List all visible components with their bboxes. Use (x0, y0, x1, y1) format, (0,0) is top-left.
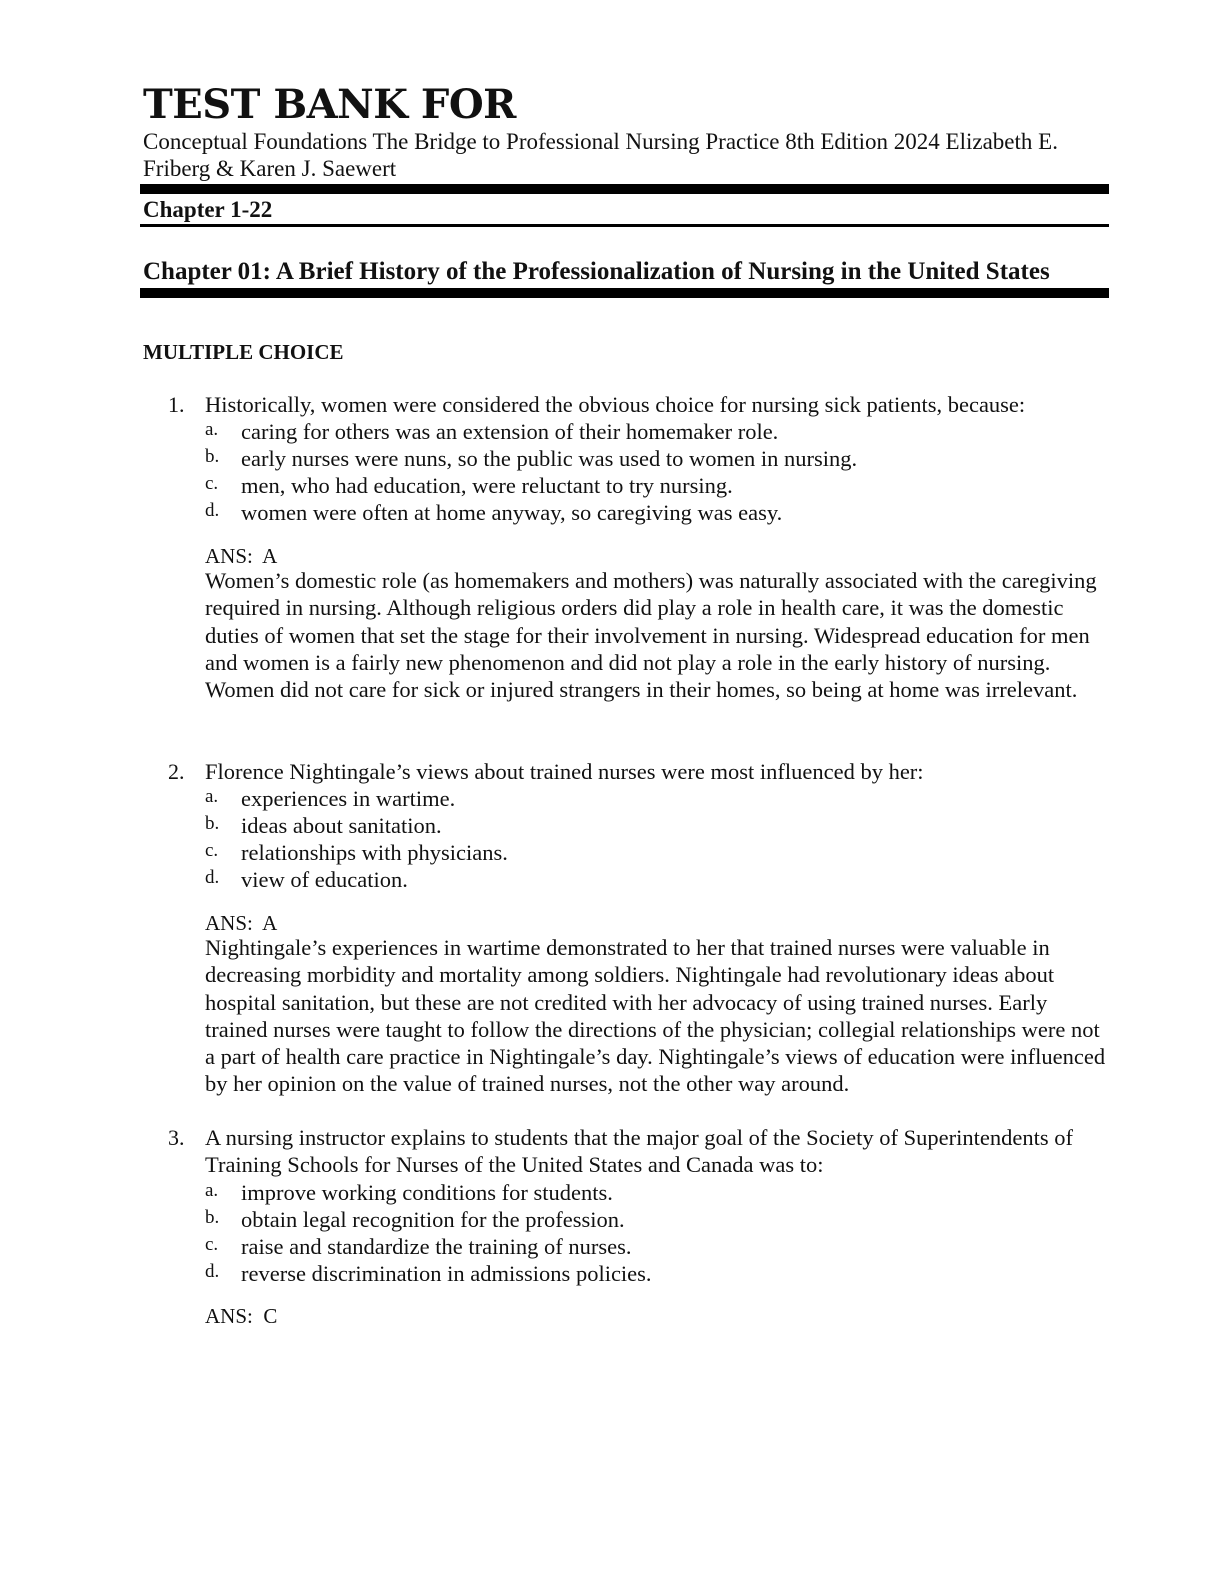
option-a (0, 418, 1224, 445)
option-a (0, 1179, 1224, 1206)
option-letter: a. (205, 786, 219, 807)
option-letter: b. (205, 813, 220, 834)
option-d (0, 499, 1224, 526)
option-c (0, 1233, 1224, 1260)
answer-key: ANS: C (205, 1304, 278, 1328)
question-number: 2. (168, 759, 185, 784)
question-number: 1. (168, 392, 185, 417)
option-text: men, who had education, were reluctant to try nursing. (241, 473, 733, 498)
option-letter: a. (205, 419, 219, 440)
option-letter: d. (205, 500, 220, 521)
question-stem: Historically, women were considered the obvious choice for nursing sick patients, because: (205, 392, 1026, 417)
option-text: reverse discrimination in admissions policies. (241, 1261, 652, 1286)
option-text: view of education. (241, 867, 408, 892)
answer-rationale: Nightingale’s experiences in wartime demonstrated to her that trained nurses were valuable in decreasing morbidity and mortality among soldiers. Nightingale had revolutionary ideas about hospital sanitation, but these are not credited with her advocacy of using trained nurses. Early trained nurses were taught to follow the directions of the physician; collegial relationships were not a part of health care practice in Nightingale’s day. Nightingale’s views of education were influenced by her opinion on the value of trained nurses, not the other way around. (205, 935, 1106, 1097)
option-text: ideas about sanitation. (241, 813, 442, 838)
option-text: obtain legal recognition for the profession. (241, 1207, 625, 1232)
option-letter: d. (205, 1261, 220, 1282)
option-a (0, 785, 1224, 812)
book-title-authors: Conceptual Foundations The Bridge to Professional Nursing Practice 8th Edition 2024 Elizabeth E. Friberg & Karen J. Saewert (143, 129, 1058, 181)
option-text: relationships with physicians. (241, 840, 508, 865)
answer-rationale: Women’s domestic role (as homemakers and mothers) was naturally associated with the caregiving required in nursing. Although religious orders did play a role in health care, it was the domestic duties of women that set the stage for their involvement in nursing. Widespread education for men and women is a fairly new phenomenon and did not play a role in the early history of nursing. Women did not care for sick or injured strangers in their homes, so being at home was irrelevant. (205, 568, 1097, 703)
option-text: caring for others was an extension of their homemaker role. (241, 419, 779, 444)
option-letter: c. (205, 473, 219, 494)
option-b (0, 1206, 1224, 1233)
option-text: experiences in wartime. (241, 786, 456, 811)
option-b (0, 445, 1224, 472)
option-c (0, 839, 1224, 866)
option-text: raise and standardize the training of nurses. (241, 1234, 632, 1259)
option-b (0, 812, 1224, 839)
question-number: 3. (168, 1125, 185, 1150)
option-text: early nurses were nuns, so the public was used to women in nursing. (241, 446, 858, 471)
thin-divider (140, 224, 1109, 227)
question-stem: Florence Nightingale’s views about trained nurses were most influenced by her: (205, 759, 924, 784)
option-letter: c. (205, 1234, 219, 1255)
option-d (0, 1260, 1224, 1287)
chapter-heading: Chapter 01: A Brief History of the Professionalization of Nursing in the United States (143, 258, 1050, 285)
option-text: women were often at home anyway, so caregiving was easy. (241, 500, 783, 525)
option-text: improve working conditions for students. (241, 1180, 613, 1205)
test-bank-title: TEST BANK FOR (143, 81, 516, 128)
option-letter: a. (205, 1180, 219, 1201)
option-letter: b. (205, 1207, 220, 1228)
section-heading: MULTIPLE CHOICE (143, 340, 344, 364)
thick-divider-chapter (140, 288, 1109, 298)
option-d (0, 866, 1224, 893)
option-letter: b. (205, 446, 220, 467)
answer-key: ANS: A (205, 544, 278, 568)
option-c (0, 472, 1224, 499)
question-stem: A nursing instructor explains to students that the major goal of the Society of Superintendents of Training Schools for Nurses of the United States and Canada was to: (205, 1125, 1073, 1178)
thick-divider-top (140, 184, 1109, 194)
answer-key: ANS: A (205, 911, 278, 935)
chapter-range: Chapter 1-22 (143, 197, 273, 222)
option-letter: d. (205, 867, 220, 888)
option-letter: c. (205, 840, 219, 861)
